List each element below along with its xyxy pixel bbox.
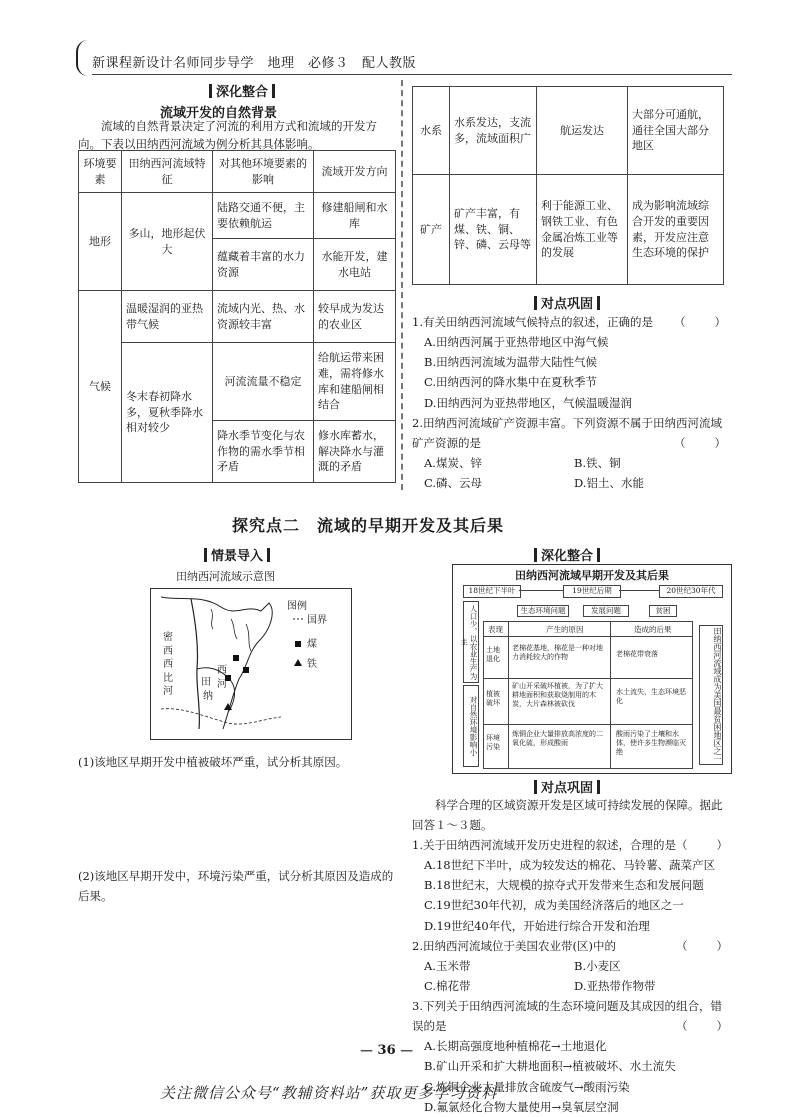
flow-row: 土地退化 老棉花基地，棉花是一种对地力消耗较大的作物 老棉花带衰落 bbox=[484, 638, 692, 679]
option-row bbox=[412, 453, 728, 473]
table-cell: 修水库蓄水，解决降水与灌溉的矛盾 bbox=[314, 421, 396, 483]
question-2: 2.田纳西河流域位于美国农业带(区)中的 （ ） bbox=[412, 938, 730, 953]
flow-time-2: 19世纪后期 bbox=[563, 585, 621, 598]
table-header: 田纳西河流域特征 bbox=[122, 151, 213, 193]
option-b: B.矿山开采和扩大耕地面积→植被破坏、水土流失 bbox=[424, 1059, 676, 1074]
scenario-question-1: (1)该地区早期开发中植被破坏严重，试分析其原因。 bbox=[78, 755, 348, 769]
badge-scenario: 情景导入 bbox=[200, 544, 274, 566]
table-cell: 修建船闸和水库 bbox=[314, 193, 396, 239]
option-d: D.田纳西河为亚热带地区，气候温暖湿润 bbox=[424, 395, 632, 410]
flow-row: 植被破坏 矿山开采破坏植被，为了扩大耕地面积和获取烧制用的木炭，大片森林被砍伐 水土流失，生态环境恶化 bbox=[484, 680, 692, 725]
table-cell: 矿产 bbox=[413, 175, 450, 285]
label-tennessee-2: 纳 bbox=[203, 691, 213, 702]
label-mississippi: 密 西 西 比 河 bbox=[163, 632, 173, 697]
flow-arrow bbox=[619, 590, 659, 591]
flow-mid-3: 贫困 bbox=[649, 605, 677, 617]
option-a: A.煤炭、锌 bbox=[424, 455, 482, 470]
table-cell: 较早成为发达的农业区 bbox=[314, 291, 396, 343]
page-number: — 36 — bbox=[360, 1043, 414, 1058]
flow-diagram bbox=[452, 564, 732, 774]
table-cell: 利于能源工业、钢铁工业、有色金属冶炼工业等的发展 bbox=[537, 175, 628, 285]
flow-inner-table bbox=[483, 621, 693, 769]
header-rule bbox=[92, 74, 732, 75]
table-cell: 温暖湿润的亚热带气候 bbox=[122, 291, 213, 343]
table-cell: 大部分可通航，通往全国大部分地区 bbox=[628, 87, 724, 175]
option-b: B.铁、铜 bbox=[574, 455, 621, 470]
legend-iron: 铁 bbox=[307, 659, 317, 670]
option-row bbox=[412, 473, 728, 493]
practice-questions-top bbox=[412, 312, 728, 493]
label-tennessee-4: 河 bbox=[217, 679, 227, 690]
table-header: 流域开发方向 bbox=[314, 151, 396, 193]
table-header: 环境要素 bbox=[79, 151, 122, 193]
option-d: D.19世纪40年代，开始进行综合开发和治理 bbox=[424, 918, 650, 933]
table-cell: 陆路交通不便，主要依赖航运 bbox=[213, 193, 314, 239]
legend-coal: 煤 bbox=[307, 639, 317, 650]
map-title: 田纳西河流域示意图 bbox=[176, 570, 275, 583]
badge-practice-2: 对点巩固 bbox=[530, 776, 604, 798]
practice-intro: 科学合理的区域资源开发是区域可持续发展的保障。据此回答１～３题。 bbox=[412, 798, 723, 832]
option-row bbox=[412, 956, 730, 976]
header-bracket bbox=[76, 40, 90, 76]
option-d: D.氟氯烃化合物大量使用→臭氧层空洞 bbox=[424, 1099, 619, 1114]
table-cell: 给航运带来困难，需将修水库和建船闸相结合 bbox=[314, 343, 396, 421]
table-cell: 地形 bbox=[79, 193, 122, 291]
flow-head-row: 表现 产生的原因 造成的后果 bbox=[484, 622, 692, 637]
option-b: B.田纳西河流域为温带大陆性气候 bbox=[424, 355, 598, 370]
option-c: C.炼铜企业大量排放含硫废气→酸雨污染 bbox=[424, 1079, 630, 1094]
option-c: C.棉花带 bbox=[424, 978, 471, 993]
flow-right-col: 田纳西河流域成为美国最贫困地区之一 bbox=[699, 625, 723, 765]
question-1: 1.关于田纳西河流域开发历史进程的叙述，合理的是 （ ） bbox=[412, 838, 730, 853]
table-cell: 水能开发，建水电站 bbox=[314, 239, 396, 291]
flow-mid-1: 生态环境问题 bbox=[517, 605, 569, 617]
natural-background-table bbox=[78, 150, 396, 483]
badge-deepen-integrate-2: 深化整合 bbox=[530, 544, 604, 566]
table-cell: 成为影响流域综合开发的重要因素，开发应注意生态环境的保护 bbox=[628, 175, 724, 285]
running-header: 新课程新设计名师同步导学 地理 必修３ 配人教版 bbox=[92, 56, 417, 71]
table-cell: 河流流量不稳定 bbox=[213, 343, 314, 421]
option-c: C.磷、云母 bbox=[424, 476, 483, 490]
flow-title: 田纳西河流域早期开发及其后果 bbox=[515, 569, 669, 582]
intro-paragraph: 流域的自然背景决定了河流的利用方式和流域的开发方向。下表以田纳西河流域为例分析其具体影响。 bbox=[78, 119, 377, 151]
column-divider bbox=[401, 80, 403, 490]
water-mineral-table bbox=[412, 86, 724, 285]
flow-mid-2: 发展问题 bbox=[583, 605, 629, 617]
table-header: 对其他环境要素的影响 bbox=[213, 151, 314, 193]
table-cell: 水系发达，支流多，流域面积广 bbox=[450, 87, 537, 175]
table-cell: 矿产丰富，有煤、铁、铜、锌、磷、云母等 bbox=[450, 175, 537, 285]
table-cell: 降水季节变化与农作物的需水季节相矛盾 bbox=[213, 421, 314, 483]
flow-time-3: 20世纪30年代 bbox=[659, 585, 723, 598]
option-row bbox=[412, 976, 730, 996]
table-cell: 蕴藏着丰富的水力资源 bbox=[213, 239, 314, 291]
option-c: C.田纳西河的降水集中在夏秋季节 bbox=[424, 375, 598, 390]
flow-arrow bbox=[519, 590, 563, 591]
scenario-question-2: (2)该地区早期开发中，环境污染严重，试分析其原因及造成的后果。 bbox=[78, 869, 394, 904]
label-tennessee-1: 田 bbox=[201, 677, 211, 688]
option-d: D.亚热带作物带 bbox=[574, 978, 656, 993]
table-cell: 水系 bbox=[413, 87, 450, 175]
section-title: 探究点二 流域的早期开发及其后果 bbox=[232, 516, 505, 535]
table-cell: 流域内光、热、水资源较丰富 bbox=[213, 291, 314, 343]
section-subtitle: 流域开发的自然背景 bbox=[160, 106, 278, 121]
badge-deepen-integrate: 深化整合 bbox=[205, 80, 279, 102]
legend-border: 国界 bbox=[307, 615, 327, 626]
table-cell: 多山，地形起伏大 bbox=[122, 193, 213, 291]
option-b: B.小麦区 bbox=[574, 958, 621, 973]
flow-left-col: 人口少，以农业生产为主 bbox=[463, 601, 479, 683]
option-a: A.长期高强度地种植棉花→土地退化 bbox=[424, 1039, 607, 1054]
table-cell: 气候 bbox=[79, 291, 122, 483]
question-3: 3.下列关于田纳西河流域的生态环境问题及其成因的组合，错误的是 （ ） bbox=[412, 999, 730, 1034]
flow-time-1: 18世纪下半叶 bbox=[463, 585, 521, 598]
flow-left-col-2: 对自然环境影响小 bbox=[463, 685, 479, 767]
badge-practice: 对点巩固 bbox=[530, 292, 604, 314]
flow-row: 环境污染 炼铜企业大量排放高浓度的二氧化硫，形成酸雨 酸雨污染了土壤和水体，使许多生物濒临灭绝 bbox=[486, 730, 686, 757]
option-a: A.田纳西河属于亚热带地区中海气候 bbox=[424, 335, 609, 350]
legend-title: 图例 bbox=[287, 601, 307, 612]
table-cell: 冬末春初降水多，夏秋季降水相对较少 bbox=[122, 343, 213, 483]
option-b: B.18世纪末，大规模的掠夺式开发带来生态和发展问题 bbox=[424, 878, 704, 893]
option-d: D.铝土、水能 bbox=[574, 476, 644, 490]
question-2: 2.田纳西河流域矿产资源丰富。下列资源不属于田纳西河流域矿产资源的是 （ ） bbox=[412, 415, 728, 450]
option-a: A.玉米带 bbox=[424, 958, 471, 973]
practice-questions-bottom bbox=[412, 796, 730, 1117]
option-c: C.19世纪30年代初，成为美国经济落后的地区之一 bbox=[424, 898, 684, 913]
label-tennessee-3: 西 bbox=[217, 665, 227, 676]
option-a: A.18世纪下半叶，成为较发达的棉花、马铃薯、蔬菜产区 bbox=[424, 858, 716, 873]
table-cell: 航运发达 bbox=[537, 87, 628, 175]
handwritten-note: 关注微信公众号“教辅资料站”获取更多学习资料 bbox=[160, 1084, 498, 1102]
question-1: 1.有关田纳西河流域气候特点的叙述，正确的是 （ ） bbox=[412, 315, 728, 329]
tennessee-map bbox=[150, 588, 352, 740]
